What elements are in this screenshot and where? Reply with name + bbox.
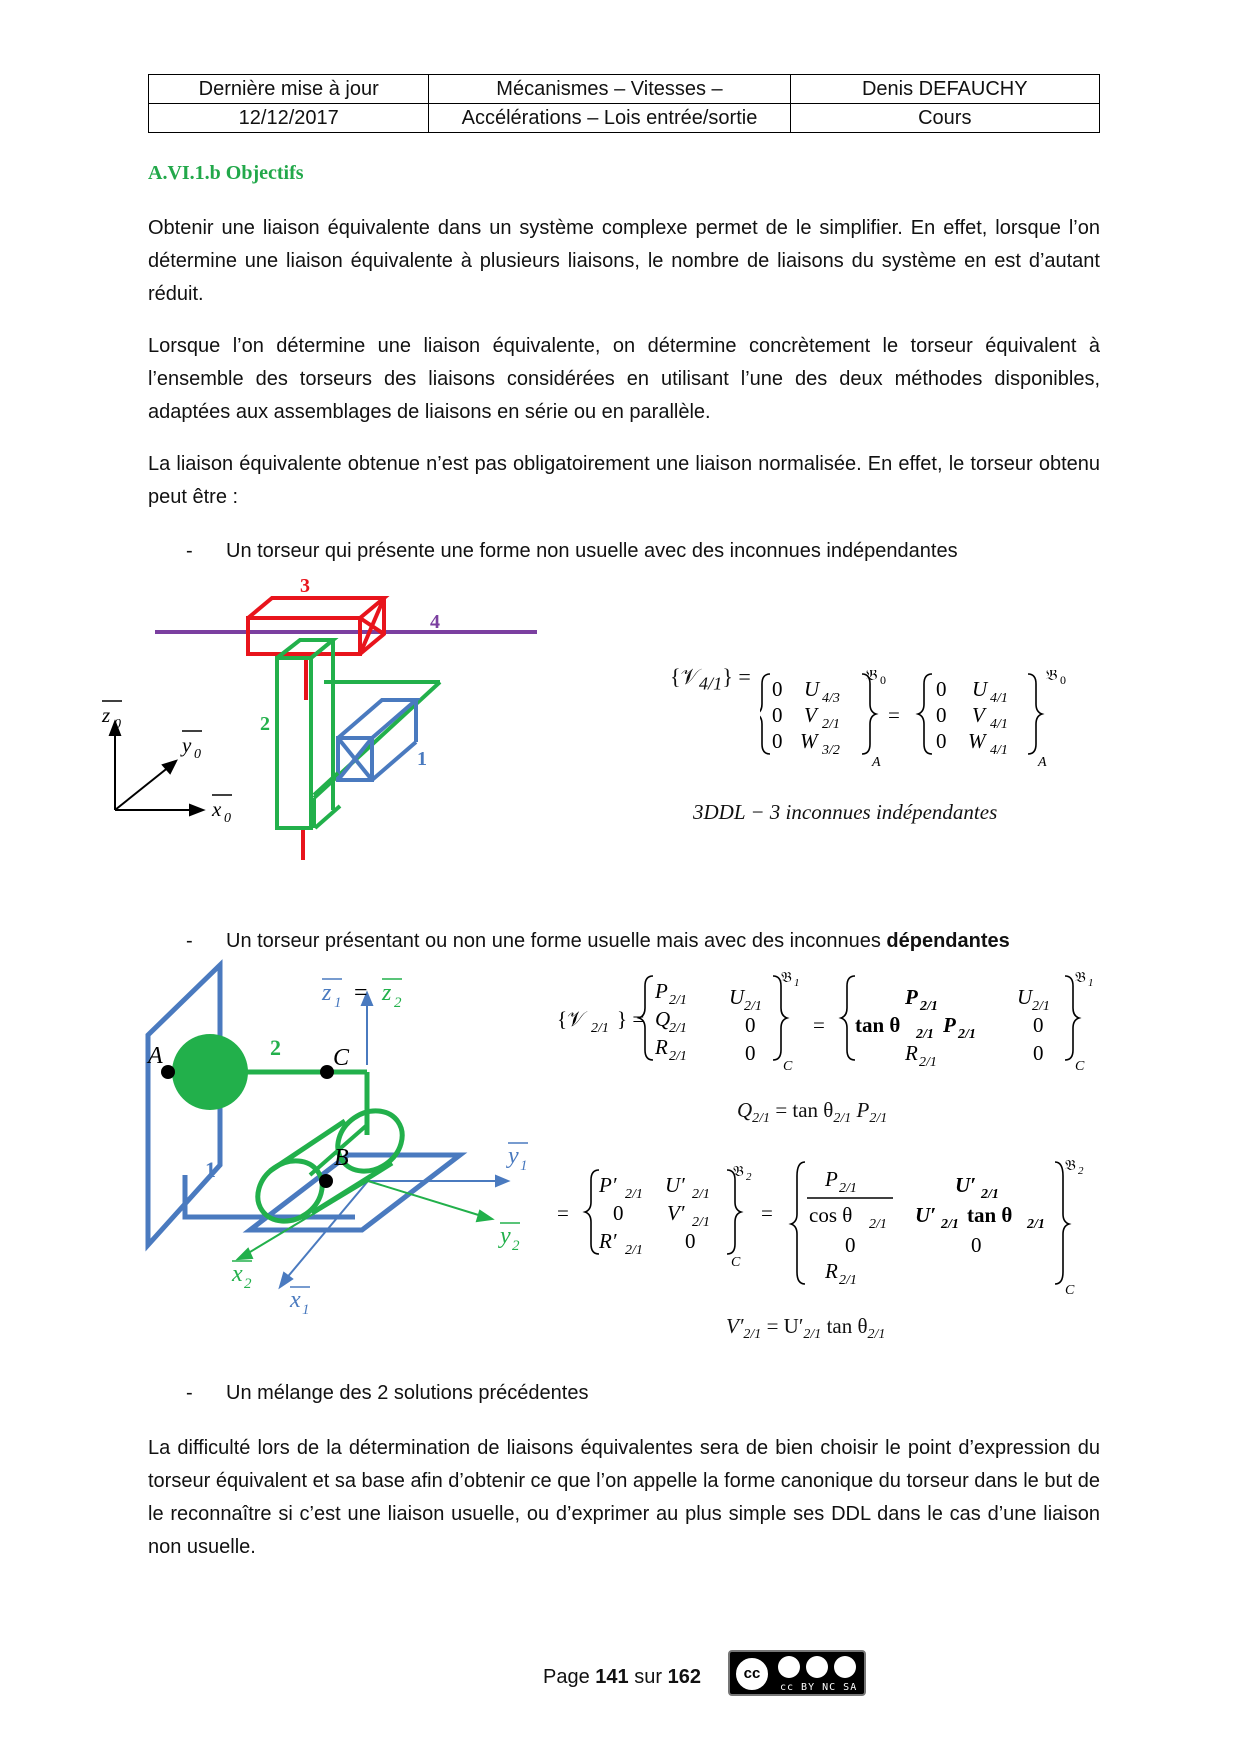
- bullet-1-text: Un torseur qui présente une forme non usuelle avec des inconnues indépendantes: [226, 540, 958, 562]
- part-2-body: [172, 1034, 414, 1233]
- point-C-dot: [320, 1065, 334, 1079]
- rel1-p-sub: 2/1: [869, 1111, 888, 1127]
- z0-sub: 0: [114, 717, 121, 732]
- date: 12/12/2017: [149, 104, 429, 133]
- e1r-p-sub: 2/1: [920, 999, 938, 1014]
- e2-point: C: [731, 1255, 741, 1270]
- e2-u: U′: [665, 1173, 685, 1197]
- e2r-tan-sub: 2/1: [1027, 1217, 1045, 1232]
- e2-frac-den: cos θ: [809, 1203, 853, 1227]
- e1-q: Q: [655, 1007, 671, 1031]
- e1-p: P: [655, 979, 668, 1003]
- m1-a1: 0: [772, 703, 783, 727]
- m2-b2: W: [968, 729, 986, 753]
- m1-b2: W: [800, 729, 818, 753]
- part-1-label: 1: [417, 748, 427, 770]
- closing-paragraph: La difficulté lors de la détermination de liaisons équivalentes sera de bien choisir le point d’expression du torseur équivalent et sa base afin d’obtenir ce que l’on appelle la forme canonique du torseur dans le but de le reconnaître si c’est une liaison usuelle, ou d’exprimer au plus simple ses DDL dans le cas d’une liaison non usuelle.: [148, 1437, 1100, 1558]
- m1-equals: =: [888, 703, 900, 727]
- bullet-3-text: Un mélange des 2 solutions précédentes: [226, 1382, 589, 1404]
- z0-label: z: [102, 703, 111, 727]
- x1-sub: 1: [302, 1302, 310, 1318]
- e1r-p2-sub: 2/1: [958, 1027, 976, 1042]
- m2-b0: U: [972, 677, 988, 701]
- e1r-p: P: [905, 985, 918, 1009]
- rel1-rhs: = tan θ: [775, 1098, 834, 1122]
- svg-text:=: =: [761, 1201, 773, 1225]
- x0-sub: 0: [224, 811, 231, 826]
- e2r-u: U′: [955, 1173, 977, 1197]
- e1r-tan: tan θ: [855, 1013, 901, 1037]
- subject-line-2: Accélérations – Lois entrée/sortie: [429, 104, 790, 133]
- rel1-lhs: Q: [737, 1098, 753, 1122]
- z1-sub: 1: [334, 995, 342, 1011]
- svg-text:} =: } =: [617, 1007, 645, 1031]
- author: Denis DEFAUCHY: [790, 75, 1099, 104]
- m2-a2: 0: [936, 729, 947, 753]
- m2-b0-sub: 4/1: [990, 691, 1008, 706]
- x1-label: x: [290, 1287, 301, 1313]
- svg-text:{𝒱: {𝒱: [557, 1007, 585, 1031]
- y0-axis: [115, 766, 170, 810]
- paragraph-2: Lorsque l’on détermine une liaison équivalente, on détermine concrètement le torseur équivalent à l’ensemble des torseurs des liaisons considérées en utilisant l’une des deux méthodes disponibles, adaptées aux assemblages de liaisons en série ou en parallèle.: [148, 335, 1100, 423]
- bullet-2-text: Un torseur présentant ou non une forme usuelle mais avec des inconnues: [226, 930, 887, 952]
- x0-arrow: [190, 805, 203, 815]
- e2-basis-sub: 2: [746, 1171, 752, 1183]
- x0-label: x: [212, 797, 222, 821]
- e2r-u2: U′: [915, 1203, 937, 1227]
- e2r-u-sub: 2/1: [981, 1187, 999, 1202]
- part-4-label: 4: [430, 611, 440, 633]
- y0-label: y: [182, 733, 192, 757]
- svg-text:=: =: [813, 1013, 825, 1037]
- e1-zero2: 0: [745, 1041, 756, 1065]
- e2-v: V′: [667, 1201, 685, 1225]
- z-equals: =: [354, 980, 368, 1006]
- label-B: B: [334, 1145, 349, 1171]
- point-B-dot: [319, 1174, 333, 1188]
- x2-sub: 2: [244, 1276, 252, 1292]
- m2-b1: V: [972, 703, 985, 727]
- sa-icon: [834, 1656, 856, 1678]
- m2-a0: 0: [936, 677, 947, 701]
- label-A: A: [148, 1043, 163, 1069]
- by-icon: [778, 1656, 800, 1678]
- e1-basis-sub: 1: [794, 977, 800, 989]
- torsor-v21-eq1: [555, 970, 1115, 1080]
- bullet-1: - Un torseur qui présente une forme non usuelle avec des inconnues indépendantes: [186, 540, 958, 562]
- e2-r-sub: 2/1: [625, 1243, 643, 1258]
- e1r-u-sub: 2/1: [1032, 999, 1050, 1014]
- relation-2: [726, 1314, 885, 1343]
- e2-u-sub: 2/1: [692, 1187, 710, 1202]
- e2r-zero2: 0: [971, 1233, 982, 1257]
- m1-a0: 0: [772, 677, 783, 701]
- cc-license-badge: [728, 1650, 866, 1696]
- y1-label: y: [508, 1143, 519, 1169]
- torsor-v41: {𝒱$_{4/1}$} =: [670, 664, 751, 694]
- z2-label: z: [382, 980, 392, 1006]
- e2-v-sub: 2/1: [692, 1215, 710, 1230]
- e1-point: C: [783, 1059, 793, 1074]
- m2-point: A: [1038, 755, 1047, 770]
- torsor-v21-eq2: [555, 1158, 1115, 1298]
- e1-u: U: [729, 985, 745, 1009]
- m2-b2-sub: 4/1: [990, 743, 1008, 758]
- paragraph-3: La liaison équivalente obtenue n’est pas obligatoirement une liaison normalisée. En effet, le torseur obtenu peut être :: [148, 453, 1100, 508]
- e2r-point: C: [1065, 1283, 1075, 1298]
- e2-frac-num: P: [825, 1167, 838, 1191]
- license-text: cc BY NC SA: [780, 1682, 858, 1693]
- v21-sub: 2/1: [591, 1021, 609, 1036]
- e2-frac-den-sub: 2/1: [869, 1217, 887, 1232]
- page-label: Page: [543, 1666, 590, 1688]
- paragraph-1: Obtenir une liaison équivalente dans un système complexe permet de le simplifier. En effet, lorsque l’on détermine une liaison équivalente à plusieurs liaisons, le nombre de liaisons du système en est d’autant réduit.: [148, 217, 1100, 305]
- m1-b0: U: [804, 677, 820, 701]
- last-update-label: Dernière mise à jour: [149, 75, 429, 104]
- e1r-zero1: 0: [1033, 1013, 1044, 1037]
- y1-sub: 1: [520, 1158, 528, 1174]
- e1r-p2: P: [943, 1013, 956, 1037]
- bullet-2: - Un torseur présentant ou non une forme usuelle mais avec des inconnues dépendantes: [186, 930, 1010, 952]
- of-label: sur: [634, 1666, 663, 1688]
- svg-text:𝔅: 𝔅: [733, 1164, 744, 1180]
- e2r-r: R: [825, 1259, 838, 1283]
- label-C: C: [333, 1045, 350, 1071]
- cc-icon: cc: [734, 1656, 770, 1692]
- ddl-text: 3DDL − 3 inconnues indépendantes: [693, 800, 998, 824]
- rel1-p: P: [856, 1098, 870, 1122]
- total-pages: 162: [667, 1666, 701, 1688]
- rel2-tan-sub: 2/1: [867, 1327, 886, 1343]
- e1r-point: C: [1075, 1059, 1085, 1074]
- e2-zero: 0: [613, 1201, 624, 1225]
- e1r-tan-sub: 2/1: [916, 1027, 934, 1042]
- e1r-u: U: [1017, 985, 1033, 1009]
- m1-b0-sub: 4/3: [822, 691, 840, 706]
- page-number: 141: [595, 1666, 629, 1688]
- e1r-r: R: [905, 1041, 918, 1065]
- z2-sub: 2: [394, 995, 402, 1011]
- rel2-tan: tan θ: [826, 1314, 868, 1338]
- svg-text:𝔅: 𝔅: [1065, 1158, 1076, 1174]
- rel2-lhs: V′: [726, 1314, 744, 1338]
- m1-basis-sub: 0: [880, 673, 886, 687]
- bullet-3: - Un mélange des 2 solutions précédentes: [186, 1382, 589, 1404]
- e1-p-sub: 2/1: [669, 993, 687, 1008]
- m2-basis: 𝔅: [1046, 670, 1058, 684]
- e2-p-sub: 2/1: [625, 1187, 643, 1202]
- svg-text:𝔅: 𝔅: [1075, 970, 1086, 986]
- rel1-lhs-sub: 2/1: [752, 1111, 771, 1127]
- point-A-dot: [161, 1065, 175, 1079]
- relation-1: [737, 1098, 887, 1127]
- y2-sub: 2: [512, 1238, 520, 1254]
- rel2-rhs: = U′: [766, 1314, 804, 1338]
- bullet-2-bold: dépendantes: [886, 930, 1010, 952]
- m2-b1-sub: 4/1: [990, 717, 1008, 732]
- e1r-basis-sub: 1: [1088, 977, 1094, 989]
- e1-zero1: 0: [745, 1013, 756, 1037]
- e1-r: R: [655, 1035, 668, 1059]
- section-title: A.VI.1.b Objectifs: [148, 162, 304, 184]
- e2-frac-num-sub: 2/1: [839, 1181, 857, 1196]
- e2r-basis-sub: 2: [1078, 1165, 1084, 1177]
- m1-b2-sub: 3/2: [822, 743, 840, 758]
- rel2-lhs-sub: 2/1: [743, 1327, 762, 1343]
- e2r-zero: 0: [845, 1233, 856, 1257]
- z1-label: z: [322, 980, 332, 1006]
- e2-p: P′: [599, 1173, 617, 1197]
- m1-basis: 𝔅: [866, 670, 878, 684]
- rel1-theta-sub: 2/1: [833, 1111, 852, 1127]
- m1-b1: V: [804, 703, 817, 727]
- nc-icon: [806, 1656, 828, 1678]
- m1-a2: 0: [772, 729, 783, 753]
- e2r-r-sub: 2/1: [839, 1273, 857, 1288]
- header-table: [148, 74, 1100, 133]
- e2r-tan: tan θ: [967, 1203, 1013, 1227]
- e1-q-sub: 2/1: [669, 1021, 687, 1036]
- rel2-u-sub: 2/1: [803, 1327, 822, 1343]
- m2-a1: 0: [936, 703, 947, 727]
- svg-text:=: =: [557, 1201, 569, 1225]
- svg-text:𝔅: 𝔅: [781, 970, 792, 986]
- e2-zero2: 0: [685, 1229, 696, 1253]
- page-footer: [543, 1666, 701, 1689]
- e1r-r-sub: 2/1: [919, 1055, 937, 1070]
- part-1-label: 1: [205, 1157, 216, 1182]
- m2-basis-sub: 0: [1060, 673, 1066, 687]
- y2-label: y: [500, 1223, 511, 1249]
- e1r-zero2: 0: [1033, 1041, 1044, 1065]
- e1-r-sub: 2/1: [669, 1049, 687, 1064]
- part-2-label: 2: [260, 713, 270, 735]
- torsor-v41-lhs: {𝒱: [670, 664, 699, 689]
- y0-sub: 0: [194, 747, 201, 762]
- doc-type: Cours: [790, 104, 1099, 133]
- m1-point: A: [872, 755, 881, 770]
- m1-b1-sub: 2/1: [822, 717, 840, 732]
- figure-2-diagram: [130, 955, 550, 1325]
- subject-line-1: Mécanismes – Vitesses –: [429, 75, 790, 104]
- e1-u-sub: 2/1: [744, 999, 762, 1014]
- part-2-label: 2: [270, 1035, 281, 1060]
- torsor-v41-matrix: [760, 670, 1070, 780]
- figure-1-diagram: [100, 570, 560, 900]
- e2-r: R′: [599, 1229, 617, 1253]
- x2-label: x: [232, 1261, 243, 1287]
- e2r-u2-sub: 2/1: [941, 1217, 959, 1232]
- torsor-v41-sub: 4/1: [698, 673, 723, 694]
- part-3-label: 3: [300, 575, 310, 597]
